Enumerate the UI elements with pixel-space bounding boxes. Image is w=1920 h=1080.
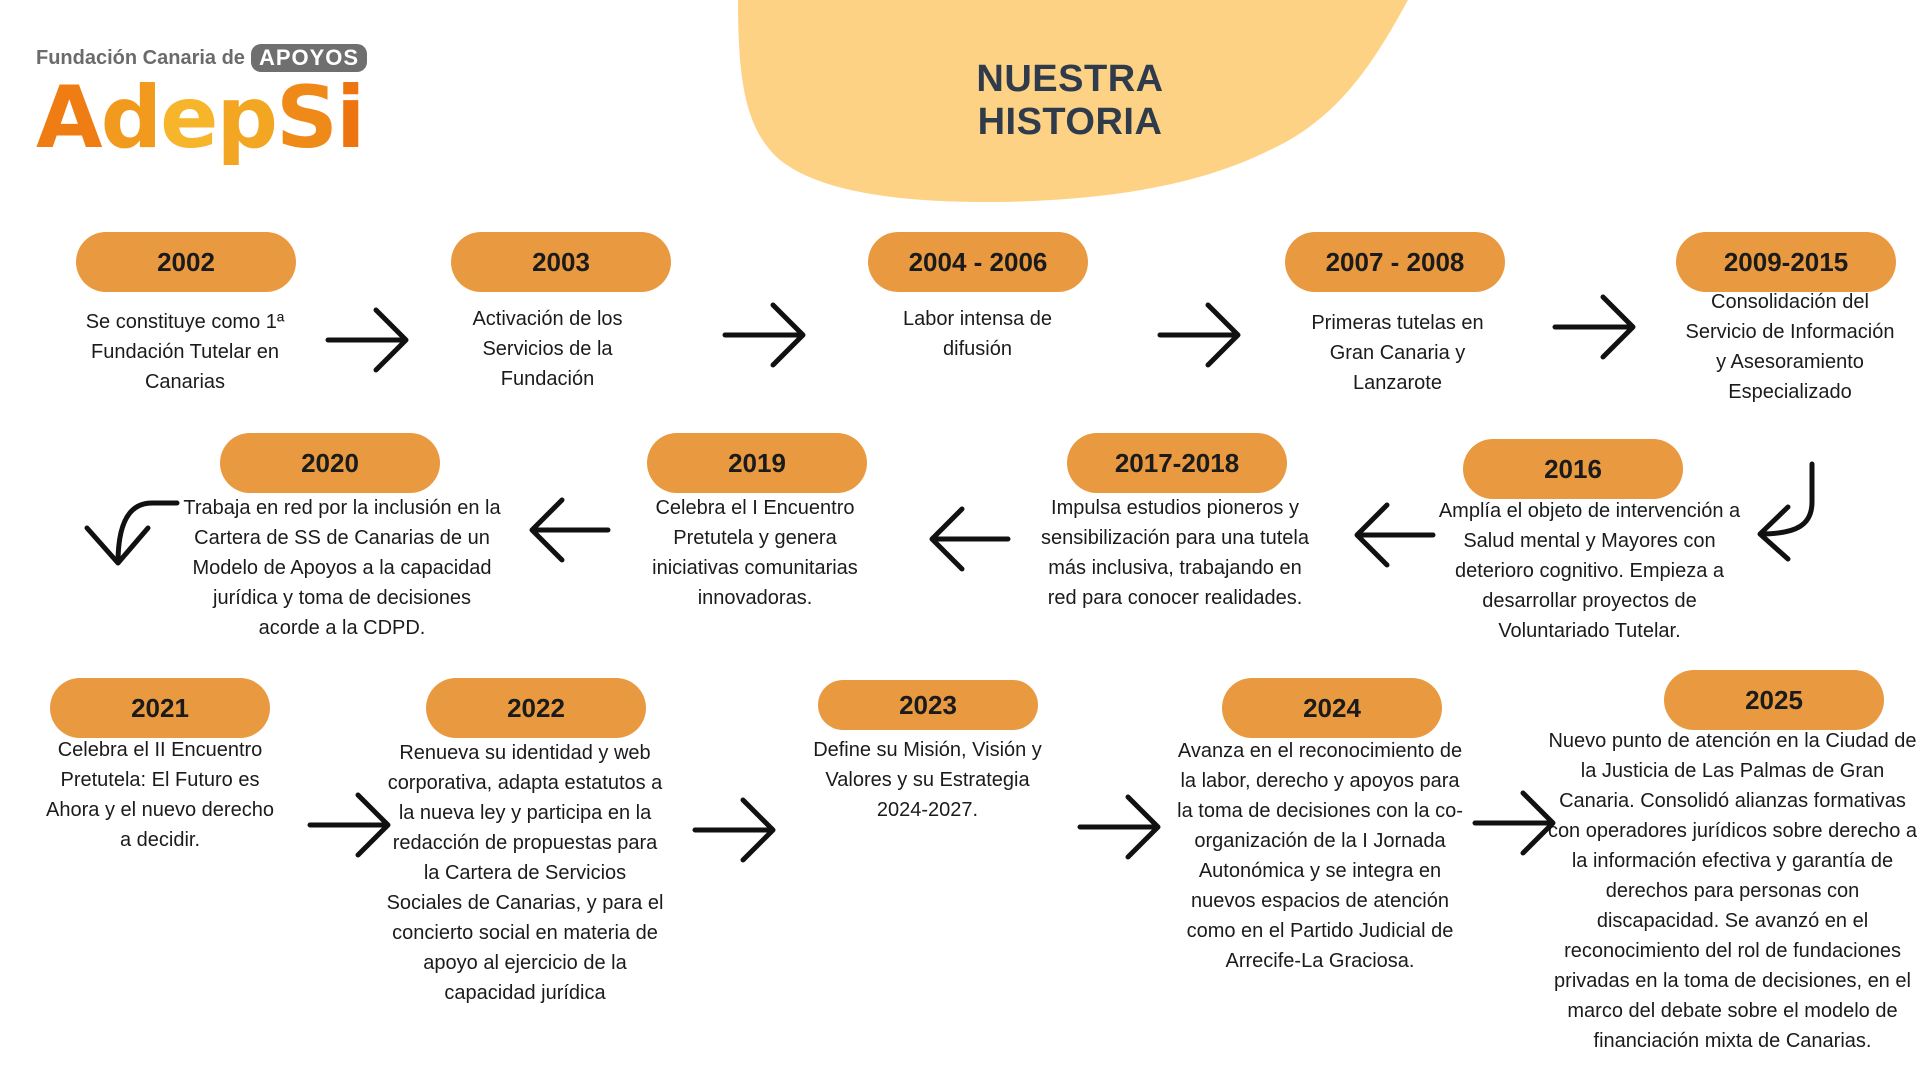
arrow-right-icon: [310, 790, 390, 860]
curved-arrow-down-left-icon: [1750, 462, 1830, 562]
event-text-2016: Amplía el objeto de intervención a Salud mental y Mayores con deterioro cognitivo. Empieza a desarrollar proyectos de Voluntariado Tutelar.: [1438, 500, 1741, 642]
event-text-2004-2006: Labor intensa de difusión: [902, 308, 1052, 360]
year-pill-2019: 2019: [647, 433, 867, 493]
event-text-2017-2018: Impulsa estudios pioneros y sensibilización para una tutela más inclusiva, trabajando en red para conocer realidades.: [1041, 497, 1309, 609]
logo-letter: S: [276, 68, 336, 168]
year-pill-2017-2018: 2017-2018: [1067, 433, 1287, 493]
logo-letter: A: [36, 68, 101, 168]
event-text-2002: Se constituye como 1ª Fundación Tutelar en Canarias: [85, 311, 285, 393]
arrow-right-icon: [695, 795, 775, 865]
event-text-2024: Avanza en el reconocimiento de la labor, derecho y apoyos para la toma de decisiones con la co-organización de la I Jornada Autonómica y se integra en nuevos espacios de atención como en el Partido Judicial de Arrecife-La Graciosa.: [1177, 740, 1463, 972]
year-pill-2024: 2024: [1222, 678, 1442, 738]
event-text-2025: Nuevo punto de atención en la Ciudad de la Justicia de Las Palmas de Gran Canaria. Consolidó alianzas formativas con operadores jurídicos sobre derecho a la información efectiva y garantía de derechos para personas con discapacidad. Se avanzó en el reconocimiento del rol de fundaciones privadas en la toma de decisiones, en el marco del debate sobre el modelo de financiación mixta de Canarias.: [1547, 730, 1918, 1052]
event-text-2007-2008: Primeras tutelas en Gran Canaria y Lanzarote: [1311, 312, 1484, 394]
year-pill-2025: 2025: [1664, 670, 1884, 730]
arrow-right-icon: [1080, 792, 1160, 862]
arrow-right-icon: [725, 300, 805, 370]
year-pill-2021: 2021: [50, 678, 270, 738]
logo-letter: p: [216, 68, 277, 168]
year-pill-2023: 2023: [818, 680, 1038, 730]
event-text-2021: Celebra el II Encuentro Pretutela: El Futuro es Ahora y el nuevo derecho a decidir.: [46, 739, 274, 851]
year-pill-2003: 2003: [451, 232, 671, 292]
arrow-right-icon: [1555, 292, 1635, 362]
curved-arrow-down-icon: [82, 498, 182, 568]
logo-letter: e: [160, 68, 217, 168]
year-pill-2022: 2022: [426, 678, 646, 738]
logo-badge: APOYOS: [251, 44, 367, 72]
arrow-left-icon: [930, 504, 1010, 574]
year-pill-2020: 2020: [220, 433, 440, 493]
event-text-2019: Celebra el I Encuentro Pretutela y genera iniciativas comunitarias innovadoras.: [652, 497, 858, 609]
year-pill-2009-2015: 2009-2015: [1676, 232, 1896, 292]
arrow-left-icon: [1355, 500, 1435, 570]
event-text-2022: Renueva su identidad y web corporativa, adapta estatutos a la nueva ley y participa en la redacción de propuestas para la Cartera de Servicios Sociales de Canarias, y para el concierto social en materia de apoyo al ejercicio de la capacidad jurídica: [386, 742, 664, 1004]
year-pill-2016: 2016: [1463, 439, 1683, 499]
arrow-left-icon: [530, 495, 610, 565]
logo-tagline: Fundación Canaria de: [36, 46, 245, 69]
arrow-right-icon: [1160, 300, 1240, 370]
year-pill-2002: 2002: [76, 232, 296, 292]
event-text-2020: Trabaja en red por la inclusión en la Cartera de SS de Canarias de un Modelo de Apoyos a la capacidad jurídica y toma de decisiones acorde a la CDPD.: [183, 497, 501, 639]
logo-letter: d: [100, 68, 161, 168]
year-pill-2004-2006: 2004 - 2006: [868, 232, 1088, 292]
logo: [36, 38, 364, 168]
logo-letter: i: [335, 68, 364, 168]
logo-wordmark: [36, 68, 363, 168]
arrow-right-icon: [1475, 788, 1555, 858]
event-text-2003: Activación de los Servicios de la Fundación: [472, 308, 623, 390]
arrow-right-icon: [328, 305, 408, 375]
page-title: NUESTRA HISTORIA: [976, 58, 1164, 143]
year-pill-2007-2008: 2007 - 2008: [1285, 232, 1505, 292]
event-text-2023: Define su Misión, Visión y Valores y su Estrategia 2024-2027.: [813, 739, 1042, 821]
event-text-2009-2015: Consolidación del Servicio de Información y Asesoramiento Especializado: [1685, 291, 1895, 403]
